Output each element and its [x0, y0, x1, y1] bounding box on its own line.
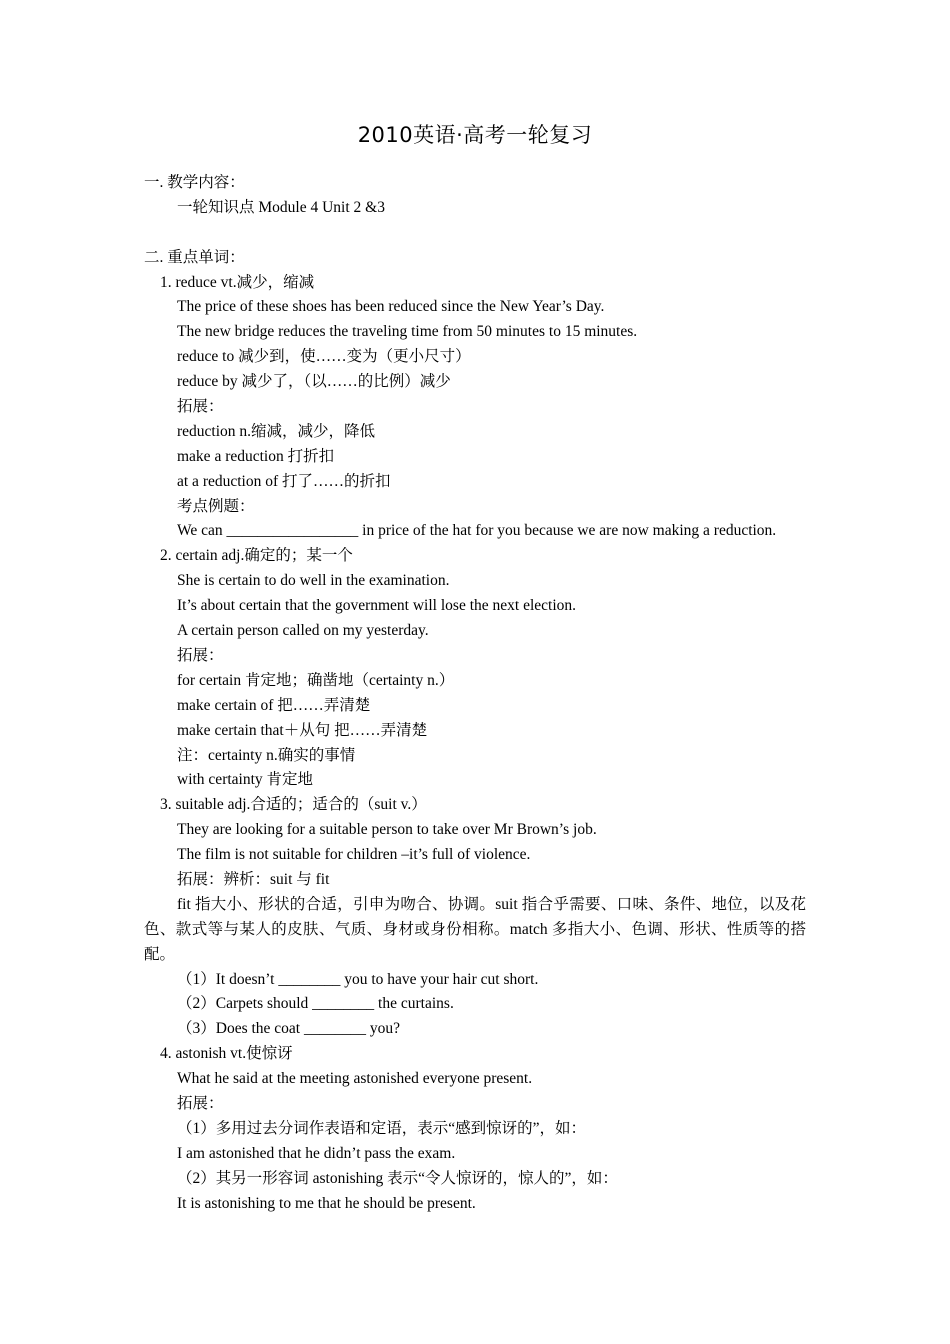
- usage-paragraph: fit 指大小、形状的合适，引申为吻合、协调。suit 指合乎需要、口味、条件、地位，以及花色、款式等与某人的皮肤、气质、身材或身份相称。match 多指大小、色调、形状、性质等的搭配。: [144, 895, 806, 963]
- section-heading-teaching-content: 一. 教学内容：: [144, 174, 245, 191]
- vocab-line: with certainty 肯定地: [177, 771, 314, 789]
- vocab-line: It’s about certain that the government will lose the next election.: [177, 597, 577, 615]
- vocab-line: reduce to 减少到，使……变为（更小尺寸）: [177, 348, 471, 366]
- vocab-line: （1）多用过去分词作表语和定语，表示“感到惊讶的”，如：: [177, 1119, 587, 1137]
- vocab-line: 注：certainty n.确实的事情: [177, 746, 356, 764]
- vocab-line: make certain that＋从句 把……弄清楚: [177, 721, 428, 739]
- vocab-line: 拓展：: [177, 1095, 224, 1113]
- vocab-line: make a reduction 打折扣: [177, 447, 335, 465]
- vocab-line: reduce by 减少了，（以……的比例）减少: [177, 373, 451, 391]
- vocab-item-head: 4. astonish vt.使惊讶: [160, 1045, 293, 1063]
- exercise-line: （3）Does the coat ________ you?: [177, 1020, 400, 1038]
- vocab-line: The price of these shoes has been reduced since the New Year’s Day.: [177, 298, 605, 316]
- exercise-line: （1）It doesn’t ________ you to have your hair cut short.: [177, 970, 539, 988]
- vocab-line: They are looking for a suitable person to take over Mr Brown’s job.: [177, 821, 597, 839]
- vocab-line: for certain 肯定地；确凿地（certainty n.）: [177, 671, 455, 689]
- example-question: We can _________________ in price of the hat for you because we are now making a reduction.: [177, 522, 777, 540]
- vocab-line: make certain of 把……弄清楚: [177, 696, 371, 714]
- vocab-line: 考点例题：: [177, 497, 255, 515]
- vocab-line: 拓展：: [177, 646, 224, 664]
- vocab-line: 拓展：辨析：suit 与 fit: [177, 870, 330, 888]
- spacer: [144, 221, 806, 246]
- vocab-line: What he said at the meeting astonished everyone present.: [177, 1070, 533, 1088]
- vocab-line: She is certain to do well in the examination.: [177, 572, 450, 590]
- vocab-line: at a reduction of 打了……的折扣: [177, 472, 391, 490]
- document-title: 2010英语·高考一轮复习: [357, 123, 593, 147]
- vocab-line: The film is not suitable for children –it’s full of violence.: [177, 846, 531, 864]
- vocab-line: It is astonishing to me that he should be present.: [177, 1194, 476, 1212]
- vocab-line: 拓展：: [177, 398, 224, 416]
- document-body: [144, 171, 806, 1216]
- teaching-content-text: 一轮知识点 Module 4 Unit 2 &3: [177, 198, 385, 216]
- vocab-line: A certain person called on my yesterday.: [177, 622, 429, 640]
- vocab-item-head: 2. certain adj.确定的；某一个: [160, 547, 353, 565]
- vocab-line: I am astonished that he didn’t pass the exam.: [177, 1144, 456, 1162]
- vocab-item-head: 3. suitable adj.合适的；适合的（suit v.）: [160, 796, 427, 814]
- vocab-line: （2）其另一形容词 astonishing 表示“令人惊讶的，惊人的”，如：: [177, 1169, 618, 1187]
- exercise-line: （2）Carpets should ________ the curtains.: [177, 995, 454, 1013]
- section-heading-key-words: 二. 重点单词：: [144, 248, 245, 266]
- vocab-line: The new bridge reduces the traveling time from 50 minutes to 15 minutes.: [177, 323, 638, 341]
- vocab-line: reduction n.缩减，减少，降低: [177, 422, 376, 440]
- vocab-item-head: 1. reduce vt.减少，缩减: [160, 273, 315, 291]
